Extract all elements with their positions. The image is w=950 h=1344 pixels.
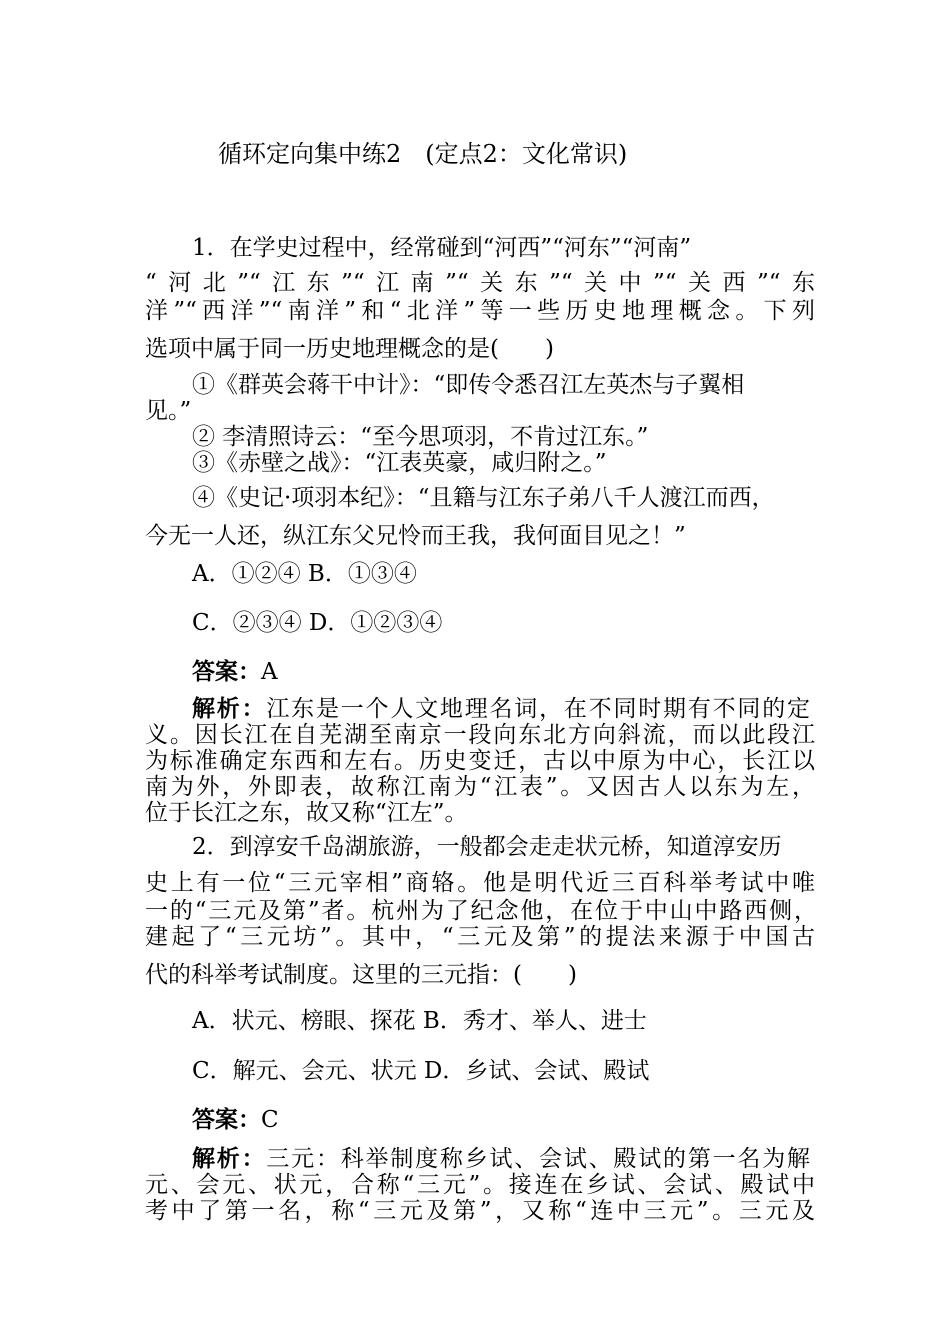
q2-analysis-line-2: 元、会元、状元，合称“三元”。接连在乡试、会试、殿试中 [145, 1172, 815, 1198]
q1-analysis-line-5: 位于长江之东，故又称“江左”。 [145, 800, 468, 826]
q1-item-3: ③《赤壁之战》：“江表英豪，咸归附之。” [192, 450, 607, 476]
q1-item-1: ①《群英会蒋干中计》：“即传令悉召江左英杰与子翼相 [192, 372, 745, 398]
page-title: 循环定向集中练2 (定点2：文化常识) [218, 140, 628, 168]
q1-analysis-line-2: 义。因长江在自芜湖至南京一段向东北方向斜流，而以此段江 [145, 722, 815, 748]
answer-value: C [261, 1107, 279, 1133]
answer-label: 答案： [192, 658, 261, 685]
analysis-label: 解析： [192, 695, 267, 722]
q2-stem-line-5: 代的科举考试制度。这里的三元指：( ) [145, 962, 577, 988]
answer-value: A [261, 659, 278, 685]
q2-stem-line-1: 2．到淳安千岛湖旅游，一般都会走走状元桥，知道淳安历 [192, 834, 782, 860]
q2-stem-line-2: 史上有一位“三元宰相”商辂。他是明代近三百科举考试中唯 [145, 870, 815, 896]
q1-stem-line-4: 选项中属于同一历史地理概念的是( ) [145, 336, 554, 362]
q2-answer [192, 1105, 817, 1135]
q1-item-2: ② 李清照诗云：“至今思项羽，不肯过江东。” [192, 424, 649, 450]
q1-options-cd: C．②③④ D．①②③④ [192, 610, 443, 636]
q2-analysis-line-3: 考中了第一名，称“三元及第”，又称“连中三元”。三元及 [145, 1198, 815, 1224]
q2-options-cd: C．解元、会元、状元 D．乡试、会试、殿试 [192, 1058, 650, 1084]
q1-analysis-line-3: 为标准确定东西和左右。历史变迁，古以中原为中心，长江以 [145, 748, 815, 774]
q1-item-4: ④《史记·项羽本纪》：“且籍与江东子弟八千人渡江而西， [192, 485, 775, 511]
q1-stem-line-1: 1．在学史过程中，经常碰到“河西”“河东”“河南” [192, 235, 692, 261]
answer-label: 答案： [192, 1106, 261, 1133]
q1-options-ab: A．①②④ B．①③④ [192, 561, 417, 587]
analysis-text: 江东是一个人文地理名词，在不同时期有不同的定 [266, 696, 810, 722]
q1-analysis-line-4: 南为外，外即表，故称江南为“江表”。又因古人以东为左， [145, 774, 815, 800]
q1-item-4-cont: 今无一人还，纵江东父兄怜而王我，我何面目见之！” [145, 523, 686, 549]
analysis-label: 解析： [192, 1145, 267, 1172]
q1-stem-line-3: 洋”“西洋”“南洋”和“北洋”等一些历史地理概念。下列 [145, 298, 815, 324]
analysis-text: 三元：科举制度称乡试、会试、殿试的第一名为解 [266, 1146, 810, 1172]
q1-item-1-cont: 见。” [145, 398, 192, 424]
q1-answer [192, 657, 817, 687]
q2-stem-line-4: 建起了“三元坊”。其中，“三元及第”的提法来源于中国古 [145, 924, 815, 950]
q1-stem-line-2: “河北”“江东”“江南”“关东”“关中”“关西”“东 [145, 270, 815, 296]
q2-options-ab: A．状元、榜眼、探花 B．秀才、举人、进士 [192, 1008, 647, 1034]
q2-stem-line-3: 一的“三元及第”者。杭州为了纪念他，在位于中山中路西侧， [145, 898, 817, 924]
